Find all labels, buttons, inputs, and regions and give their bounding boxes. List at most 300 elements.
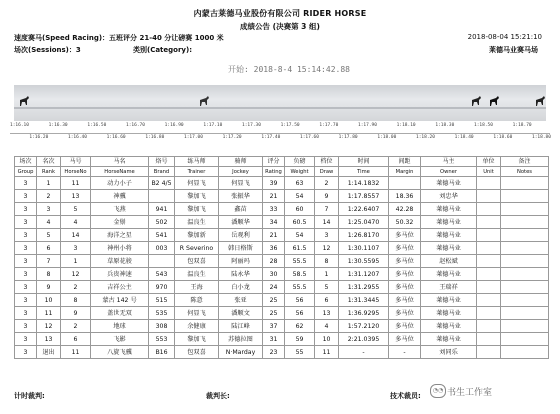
table-cell: 12	[315, 242, 339, 255]
table-cell: 8	[37, 268, 61, 281]
table-cell: 黎加飞	[175, 203, 219, 216]
page-title: 内蒙古莱德马业股份有限公司 RIDER HORSE	[193, 9, 367, 18]
venue-name: 莱德马业赛马场	[489, 46, 538, 54]
table-cell: 阿丽玛	[219, 255, 263, 268]
table-cell	[501, 229, 549, 242]
table-cell: 1:57.2120	[339, 320, 389, 333]
table-cell: 多马位	[389, 320, 421, 333]
table-cell: 7	[315, 203, 339, 216]
table-cell	[501, 320, 549, 333]
table-cell: 18.36	[389, 190, 421, 203]
column-header: 间距	[389, 157, 421, 167]
table-cell: 3	[15, 307, 37, 320]
table-cell	[477, 242, 501, 255]
timeline-tick-label: 1:18.20	[416, 135, 435, 140]
table-cell: 31	[263, 333, 285, 346]
table-cell: 多马位	[389, 333, 421, 346]
timeline-tick-label: 1:16.50	[87, 123, 107, 128]
table-cell: 潘顺华	[219, 216, 263, 229]
table-cell: 9	[315, 190, 339, 203]
column-header-en: Unit	[477, 167, 501, 177]
table-row	[15, 190, 549, 203]
table-cell: 502	[149, 216, 175, 229]
table-cell	[477, 177, 501, 190]
table-cell: 3	[15, 294, 37, 307]
table-row	[15, 320, 549, 333]
table-cell: 61.5	[285, 242, 315, 255]
table-cell: 5	[37, 229, 61, 242]
table-cell: 59	[285, 333, 315, 346]
table-cell: 吉祥公主	[91, 281, 149, 294]
timeline-tick-label: 1:17.30	[242, 123, 261, 128]
column-header-en: Margin	[389, 167, 421, 177]
table-cell	[501, 333, 549, 346]
table-cell: 苏德拉图	[219, 333, 263, 346]
start-time: 开始: 2018-8-4 15:14:42.88	[228, 65, 350, 74]
column-header-en: Brand	[149, 167, 175, 177]
table-cell	[501, 177, 549, 190]
table-cell: 970	[149, 281, 175, 294]
table-cell: 5	[315, 281, 339, 294]
table-cell: 陆江峰	[219, 320, 263, 333]
table-cell: 海洋之星	[91, 229, 149, 242]
table-cell: 1:30.5595	[339, 255, 389, 268]
table-cell: 11	[61, 346, 91, 359]
table-cell: N·Marday	[219, 346, 263, 359]
column-header: 马号	[61, 157, 91, 167]
table-cell: 25	[263, 307, 285, 320]
table-cell: 6	[61, 333, 91, 346]
table-cell: 3	[15, 255, 37, 268]
table-cell: 退出	[37, 346, 61, 359]
table-cell: 3	[15, 177, 37, 190]
timeline-tick-label: 1:17.00	[184, 135, 203, 140]
table-cell: 39	[263, 177, 285, 190]
table-cell: 11	[315, 346, 339, 359]
table-cell: 多马位	[389, 268, 421, 281]
table-cell: 34	[263, 216, 285, 229]
table-cell: 张亚	[219, 294, 263, 307]
table-cell: 13	[315, 307, 339, 320]
timeline-tick-label: 1:17.20	[222, 135, 242, 140]
table-cell	[501, 203, 549, 216]
table-row	[15, 255, 549, 268]
chief-judge-signature-label: 裁判长:	[206, 392, 230, 400]
table-cell: 28	[263, 255, 285, 268]
category-label: 类别(Category):	[133, 46, 192, 54]
table-cell: -	[389, 346, 421, 359]
timeline-tick-label: 1:18.60	[493, 135, 513, 140]
table-cell: 515	[149, 294, 175, 307]
table-cell: 62	[285, 320, 315, 333]
table-cell: 1:25.0470	[339, 216, 389, 229]
table-cell: 飞燕	[91, 203, 149, 216]
table-cell	[477, 268, 501, 281]
timeline-tick-label: 1:16.40	[68, 135, 87, 140]
table-cell: 1:14.1832	[339, 177, 389, 190]
table-cell: 6	[37, 242, 61, 255]
table-cell: 50.32	[389, 216, 421, 229]
table-cell: 韩日格斯	[219, 242, 263, 255]
table-row	[15, 281, 549, 294]
timeline-tick-label: 1:17.70	[319, 123, 339, 128]
table-cell: 14	[61, 229, 91, 242]
table-cell: 5	[61, 203, 91, 216]
table-cell: 56	[285, 294, 315, 307]
table-row	[15, 346, 549, 359]
results-body	[15, 177, 549, 359]
table-cell: 陆永华	[219, 268, 263, 281]
table-cell	[477, 281, 501, 294]
timeline-tick-label: 1:18.80	[532, 135, 551, 140]
table-cell	[501, 255, 549, 268]
page-subtitle: 成绩公告 (决赛第 3 组)	[240, 22, 320, 31]
column-header-en: Jockey	[219, 167, 263, 177]
timeline-tick-label: 1:16.90	[164, 123, 184, 128]
table-cell: 盖世无双	[91, 307, 149, 320]
column-header: 档位	[315, 157, 339, 167]
table-cell: 9	[37, 281, 61, 294]
table-cell: 地球	[91, 320, 149, 333]
table-cell: 1:36.9295	[339, 307, 389, 320]
sessions-label: 场次(Sessions)：3	[14, 46, 81, 54]
column-header: 负磅	[285, 157, 315, 167]
table-cell: 941	[149, 203, 175, 216]
table-cell: 1	[37, 177, 61, 190]
table-cell: 3	[15, 320, 37, 333]
column-header-en: Notes	[501, 167, 549, 177]
report-date: 2018-08-04 15:21:10	[467, 33, 542, 41]
horse-silhouette-icon	[198, 94, 210, 108]
table-cell: 7	[37, 255, 61, 268]
table-row	[15, 242, 549, 255]
timeline-tick-label: 1:17.80	[338, 135, 358, 140]
table-cell: 莱德马业	[421, 320, 477, 333]
column-header-en: Owner	[421, 167, 477, 177]
table-row	[15, 268, 549, 281]
table-cell: R Severino	[175, 242, 219, 255]
table-row	[15, 307, 549, 320]
timeline-tick-label: 1:17.10	[203, 123, 223, 128]
photo-finish-timeline	[10, 123, 550, 145]
timeline-tick-label: 1:17.90	[358, 123, 377, 128]
timeline-tick-label: 1:17.60	[300, 135, 319, 140]
timeline-tick-label: 1:16.10	[10, 123, 29, 128]
timeline-tick-label: 1:18.70	[512, 123, 532, 128]
table-cell: 37	[263, 320, 285, 333]
table-cell	[477, 294, 501, 307]
table-cell: 553	[149, 333, 175, 346]
table-cell: 4	[61, 216, 91, 229]
table-cell	[501, 268, 549, 281]
table-cell: 56	[285, 307, 315, 320]
track-rail	[14, 107, 546, 109]
table-cell	[501, 216, 549, 229]
table-cell: 25	[263, 294, 285, 307]
column-header-en: Group	[15, 167, 37, 177]
table-cell: 55.5	[285, 281, 315, 294]
table-cell: 张振华	[219, 190, 263, 203]
table-cell: 12	[61, 268, 91, 281]
table-cell	[501, 307, 549, 320]
timeline-tick-label: 1:18.00	[377, 135, 397, 140]
timeline-tick-label: 1:17.50	[280, 123, 300, 128]
table-cell: 541	[149, 229, 175, 242]
table-cell: -	[339, 346, 389, 359]
column-header: 时间	[339, 157, 389, 167]
table-cell: 3	[37, 203, 61, 216]
table-cell: 2:21.0395	[339, 333, 389, 346]
table-cell: 陈意	[175, 294, 219, 307]
table-cell: 1:30.1107	[339, 242, 389, 255]
table-cell: 63	[285, 177, 315, 190]
table-cell: 8	[61, 294, 91, 307]
table-cell: 鑫苗	[219, 203, 263, 216]
column-header: 练马师	[175, 157, 219, 167]
table-cell: 1:22.6407	[339, 203, 389, 216]
table-cell: 3	[15, 242, 37, 255]
table-cell: 11	[61, 177, 91, 190]
table-cell: 30	[263, 268, 285, 281]
table-cell: 543	[149, 268, 175, 281]
table-cell: 余健康	[175, 320, 219, 333]
table-cell: 60	[285, 203, 315, 216]
table-cell: 多马位	[389, 255, 421, 268]
table-cell: 2	[61, 320, 91, 333]
column-header-en: Rating	[263, 167, 285, 177]
column-header-en: Rank	[37, 167, 61, 177]
table-cell: 3	[315, 229, 339, 242]
table-cell: 神骥	[91, 190, 149, 203]
table-cell	[477, 346, 501, 359]
column-header: 场次	[15, 157, 37, 167]
table-cell: 21	[263, 229, 285, 242]
table-cell: 飞影	[91, 333, 149, 346]
table-cell: 12	[37, 320, 61, 333]
table-cell: 刘忠华	[421, 190, 477, 203]
table-cell: 多马位	[389, 307, 421, 320]
table-row	[15, 177, 549, 190]
column-header: 马名	[91, 157, 149, 167]
table-cell: 王海	[175, 281, 219, 294]
table-cell: 3	[15, 281, 37, 294]
column-header-en: HorseNo	[61, 167, 91, 177]
table-row	[15, 333, 549, 346]
table-cell: 包双喜	[175, 346, 219, 359]
table-cell: 58.5	[285, 268, 315, 281]
column-header-en: Draw	[315, 167, 339, 177]
table-cell	[477, 255, 501, 268]
timeline-tick-label: 1:16.70	[126, 123, 145, 128]
table-cell: 23	[263, 346, 285, 359]
table-cell: 莱德马业	[421, 216, 477, 229]
table-cell: 33	[263, 203, 285, 216]
horse-silhouette-icon	[470, 94, 482, 108]
table-cell: 王瑞祥	[421, 281, 477, 294]
table-cell: 赵松斌	[421, 255, 477, 268]
column-header-en: HorseName	[91, 167, 149, 177]
table-cell: 岳观利	[219, 229, 263, 242]
table-cell: 3	[61, 242, 91, 255]
table-cell: 1	[315, 268, 339, 281]
table-cell	[501, 242, 549, 255]
table-cell	[477, 203, 501, 216]
table-cell	[501, 281, 549, 294]
table-cell: B16	[149, 346, 175, 359]
horse-silhouette-icon	[18, 94, 30, 108]
timer-signature-label: 计时裁判:	[14, 392, 45, 400]
table-cell: 8	[315, 255, 339, 268]
table-cell	[477, 216, 501, 229]
table-cell: 13	[37, 333, 61, 346]
table-cell: 八旋飞骥	[91, 346, 149, 359]
horse-silhouette-icon	[534, 94, 546, 108]
table-cell	[501, 190, 549, 203]
table-cell: 莱德马业	[421, 242, 477, 255]
timeline-axis	[10, 133, 550, 134]
table-cell: 包双喜	[175, 255, 219, 268]
table-cell: 535	[149, 307, 175, 320]
table-cell	[477, 307, 501, 320]
table-cell: 莱德马业	[421, 229, 477, 242]
table-cell: 54	[285, 229, 315, 242]
table-cell: 黎加飞	[175, 190, 219, 203]
timeline-tick-label: 1:18.50	[474, 123, 493, 128]
table-cell: 11	[37, 307, 61, 320]
column-header-en: Trainer	[175, 167, 219, 177]
table-cell: 黎加飞	[175, 333, 219, 346]
table-cell: 6	[315, 294, 339, 307]
table-cell: 3	[15, 203, 37, 216]
table-cell: 金鬃	[91, 216, 149, 229]
table-cell: 莱德马业	[421, 294, 477, 307]
table-cell: 14	[315, 216, 339, 229]
table-cell: 42.28	[389, 203, 421, 216]
table-cell	[389, 177, 421, 190]
table-cell: 2	[61, 281, 91, 294]
table-cell: 多马位	[389, 242, 421, 255]
table-cell: 10	[315, 333, 339, 346]
column-header: 名次	[37, 157, 61, 167]
table-cell: 兵贵神速	[91, 268, 149, 281]
timeline-tick-label: 1:18.40	[454, 135, 474, 140]
horse-silhouette-icon	[488, 94, 500, 108]
table-cell: 温良生	[175, 216, 219, 229]
table-cell: 3	[15, 216, 37, 229]
table-cell: 1:17.8557	[339, 190, 389, 203]
table-row	[15, 294, 549, 307]
table-cell: 温良生	[175, 268, 219, 281]
wechat-icon: ◔◔	[430, 384, 446, 398]
table-cell: 神州小将	[91, 242, 149, 255]
table-cell: 潘顺文	[219, 307, 263, 320]
technical-official-signature-label: 技术裁员:	[390, 392, 421, 400]
watermark: 书生工作室	[447, 388, 493, 398]
table-cell: 60.5	[285, 216, 315, 229]
column-header: 烙号	[149, 157, 175, 167]
table-cell: 蒙古 142 号	[91, 294, 149, 307]
table-cell: 4	[37, 216, 61, 229]
table-cell: 54	[285, 190, 315, 203]
table-cell	[501, 346, 549, 359]
table-cell: 1:31.1207	[339, 268, 389, 281]
table-cell: 草原花骏	[91, 255, 149, 268]
table-row	[15, 216, 549, 229]
photo-finish-strip	[14, 85, 546, 121]
table-cell: 1:31.2955	[339, 281, 389, 294]
table-header-row	[15, 157, 549, 167]
timeline-tick-label: 1:16.80	[145, 135, 165, 140]
table-cell: 多马位	[389, 294, 421, 307]
timeline-tick-label: 1:18.10	[396, 123, 416, 128]
table-cell: 55.5	[285, 255, 315, 268]
timeline-tick-label: 1:16.60	[106, 135, 126, 140]
table-cell: 何显飞	[175, 307, 219, 320]
table-cell: 4	[315, 320, 339, 333]
table-cell	[501, 294, 549, 307]
table-cell: 何显飞	[175, 177, 219, 190]
table-cell: 多马位	[389, 229, 421, 242]
table-cell: 多马位	[389, 281, 421, 294]
table-cell: 003	[149, 242, 175, 255]
table-cell: 动力小子	[91, 177, 149, 190]
table-cell: 黎加新	[175, 229, 219, 242]
table-row	[15, 203, 549, 216]
column-header: 马主	[421, 157, 477, 167]
column-header: 骑师	[219, 157, 263, 167]
timeline-tick-label: 1:16.20	[29, 135, 49, 140]
table-cell: 莱德马业	[421, 268, 477, 281]
table-cell: 1:31.3445	[339, 294, 389, 307]
table-cell: 36	[263, 242, 285, 255]
table-cell: 莱德马业	[421, 333, 477, 346]
table-cell: 1:26.8170	[339, 229, 389, 242]
table-cell: 2	[315, 177, 339, 190]
table-cell: 莱德马业	[421, 177, 477, 190]
timeline-tick-label: 1:16.30	[48, 123, 68, 128]
table-cell: 3	[15, 268, 37, 281]
table-cell: 10	[37, 294, 61, 307]
table-cell: 刘同乐	[421, 346, 477, 359]
table-cell: 2	[37, 190, 61, 203]
table-row	[15, 229, 549, 242]
table-cell: 13	[61, 190, 91, 203]
table-cell: 21	[263, 190, 285, 203]
timeline-tick-label: 1:18.30	[435, 123, 455, 128]
table-cell: 55	[285, 346, 315, 359]
column-header: 备注	[501, 157, 549, 167]
table-cell: 24	[263, 281, 285, 294]
table-cell: 3	[15, 229, 37, 242]
table-cell	[477, 190, 501, 203]
table-cell: 1	[61, 255, 91, 268]
table-cell	[477, 333, 501, 346]
table-cell: 莱德马业	[421, 203, 477, 216]
table-cell: 白小龙	[219, 281, 263, 294]
table-cell: B2 4/5	[149, 177, 175, 190]
table-cell: 莱德马业	[421, 307, 477, 320]
table-cell	[477, 320, 501, 333]
table-cell: 9	[61, 307, 91, 320]
column-header: 评分	[263, 157, 285, 167]
column-header: 单位	[477, 157, 501, 167]
table-cell: 3	[15, 333, 37, 346]
race-description: 速度赛马(Speed Racing)：五班评分 21-40 分让磅赛 1000 米	[14, 34, 224, 42]
results-table	[14, 156, 549, 359]
table-cell: 308	[149, 320, 175, 333]
table-cell: 3	[15, 190, 37, 203]
table-header-row-en	[15, 167, 549, 177]
